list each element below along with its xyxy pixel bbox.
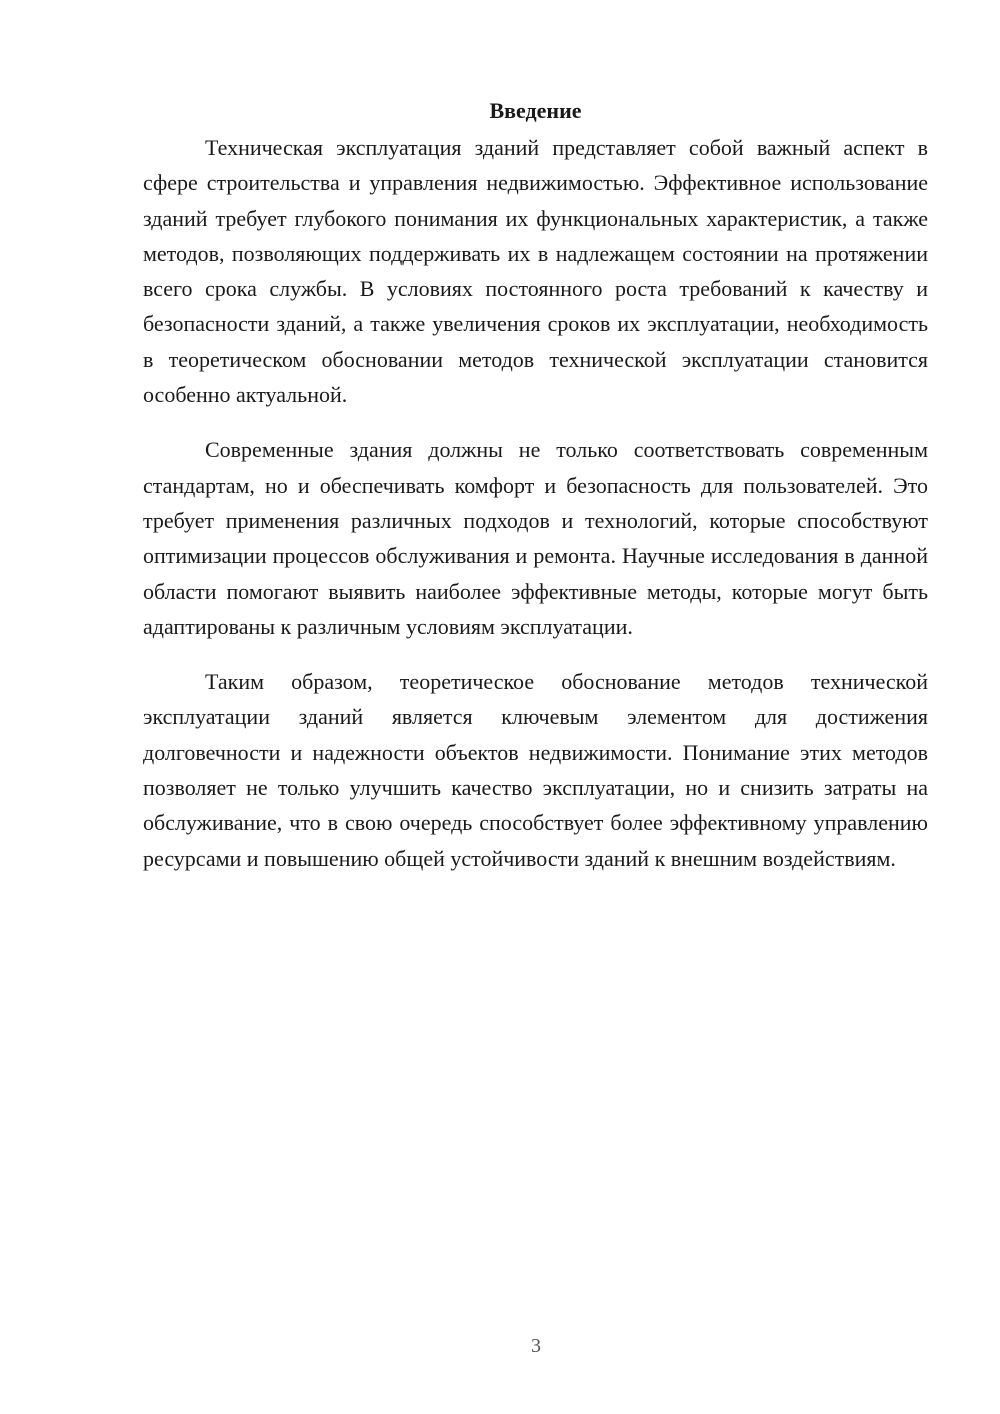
- page-number: 3: [531, 1335, 541, 1357]
- paragraph-2: Современные здания должны не только соответствовать современным стандартам, но и обеспечивать комфорт и безопасность для пользователей. Это требует применения различных подходов и технологий, которые способствуют оптимизации процессов обслуживания и ремонта. Научные исследования в данной области помогают выявить наиболее эффективные методы, которые могут быть адаптированы к различным условиям эксплуатации.: [143, 437, 928, 639]
- paragraph-1: Техническая эксплуатация зданий представляет собой важный аспект в сфере строительства и управления недвижимостью. Эффективное использование зданий требует глубокого понимания их функциональных характеристик, а также методов, позволяющих поддерживать их в надлежащем состоянии на протяжении всего срока службы. В условиях постоянного роста требований к качеству и безопасности зданий, а также увеличения сроков их эксплуатации, необходимость в теоретическом обосновании методов технической эксплуатации становится особенно актуальной.: [143, 135, 928, 408]
- page-content: [143, 96, 928, 896]
- section-heading: Введение: [489, 98, 582, 123]
- paragraph-3: Таким образом, теоретическое обоснование методов технической эксплуатации зданий является ключевым элементом для достижения долговечности и надежности объектов недвижимости. Понимание этих методов позволяет не только улучшить качество эксплуатации, но и снизить затраты на обслуживание, что в свою очередь способствует более эффективному управлению ресурсами и повышению общей устойчивости зданий к внешним воздействиям.: [143, 669, 928, 871]
